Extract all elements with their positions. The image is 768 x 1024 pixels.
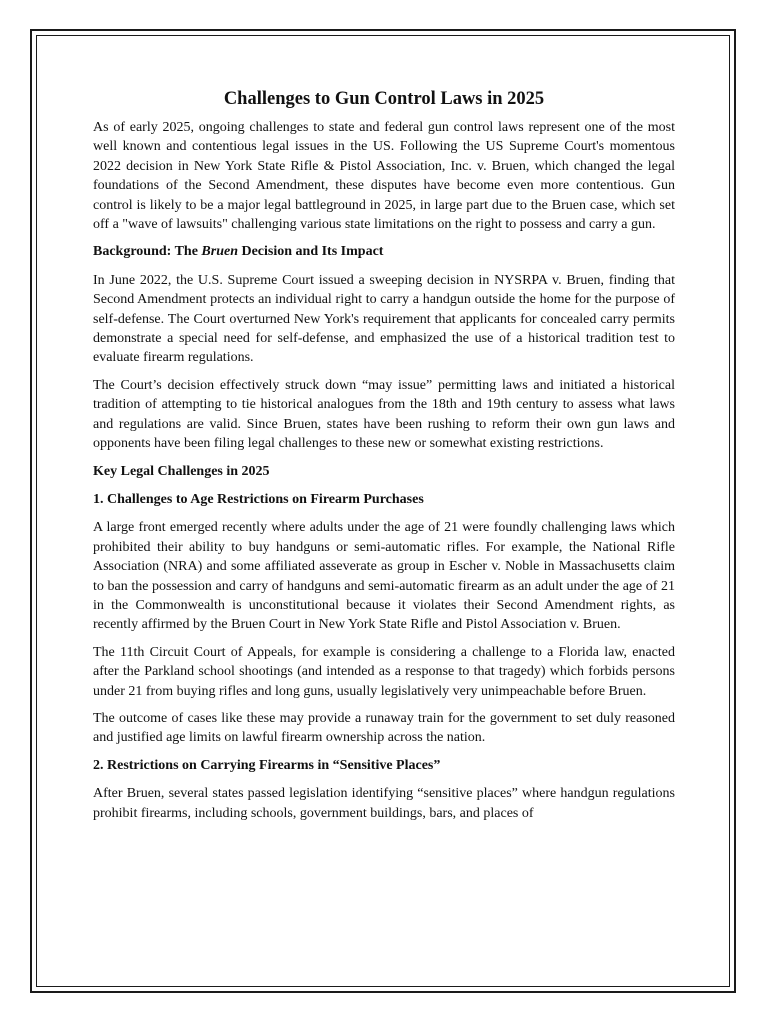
background-paragraph-2: The Court’s decision effectively struck down “may issue” permitting laws and initiated a historical tradition of attempting to tie historical analogues from the 18th and 19th century to assess what laws and regulations are valid. Since Bruen, states have been rushing to reform their own gun laws and opponents have been filing legal challenges to these new or somewhat existing restrictions. — [93, 377, 675, 452]
background-heading-italic: Bruen — [201, 244, 238, 260]
section-2-heading: 2. Restrictions on Carrying Firearms in “Sensitive Places” — [93, 757, 441, 773]
background-heading-after: Decision and Its Impact — [237, 244, 384, 260]
section-1-paragraph-2: The 11th Circuit Court of Appeals, for example is considering a challenge to a Florida law, enacted after the Parkland school shootings (and intended as a response to that tragedy) which forbids persons under 21 from buying rifles and long guns, usually legislatively very unimpeachable before Bruen. — [93, 644, 675, 699]
key-challenges-heading: Key Legal Challenges in 2025 — [93, 463, 270, 479]
background-paragraph-1: In June 2022, the U.S. Supreme Court issued a sweeping decision in NYSRPA v. Bruen, finding that Second Amendment protects an individual right to carry a handgun outside the home for the purpose of self-defense. The Court overturned New York's requirement that applicants for concealed carry permits demonstrate a special need for self-defense, and emphasized the use of a historical tradition test to evaluate firearm regulations. — [93, 272, 675, 366]
section-1-paragraph-3: The outcome of cases like these may provide a runaway train for the government to set duly reasoned and justified age limits on lawful firearm ownership across the nation. — [93, 710, 675, 746]
section-1-heading: 1. Challenges to Age Restrictions on Firearm Purchases — [93, 491, 424, 507]
document-title: Challenges to Gun Control Laws in 2025 — [223, 89, 545, 109]
section-2-paragraph-1: After Bruen, several states passed legislation identifying “sensitive places” where handgun regulations prohibit firearms, including schools, government buildings, bars, and places of — [93, 786, 675, 821]
intro-paragraph: As of early 2025, ongoing challenges to state and federal gun control laws represent one of the most well known and contentious legal issues in the US. Following the US Supreme Court's momentous 2022 decision in New York State Rifle & Pistol Association, Inc. v. Bruen, which changed the legal foundations of the Second Amendment, these disputes have become even more contentious. Gun control is likely to be a major legal battleground in 2025, in large part due to the Bruen case, which set off a "wave of lawsuits" challenging various state limitations on the right to possess and carry a gun. — [93, 120, 675, 233]
background-heading-before: Background: The — [93, 244, 202, 260]
section-1-paragraph-1: A large front emerged recently where adults under the age of 21 were foundly challenging laws which prohibited their ability to buy handguns or semi-automatic rifles. For example, the National Rifle Association (NRA) and some affiliated asseverate as group in Escher v. Noble in Massachusetts claim to ban the possession and carry of handguns and semi-automatic firearm as an adult under the age of 21 in the Commonwealth is unconstitutional because it violates their Second Amendment rights, as recently affirmed by the Bruen Court in New York State Rifle and Pistol Association v. Bruen. — [93, 520, 675, 633]
document-body — [93, 86, 675, 831]
background-heading — [93, 242, 675, 261]
